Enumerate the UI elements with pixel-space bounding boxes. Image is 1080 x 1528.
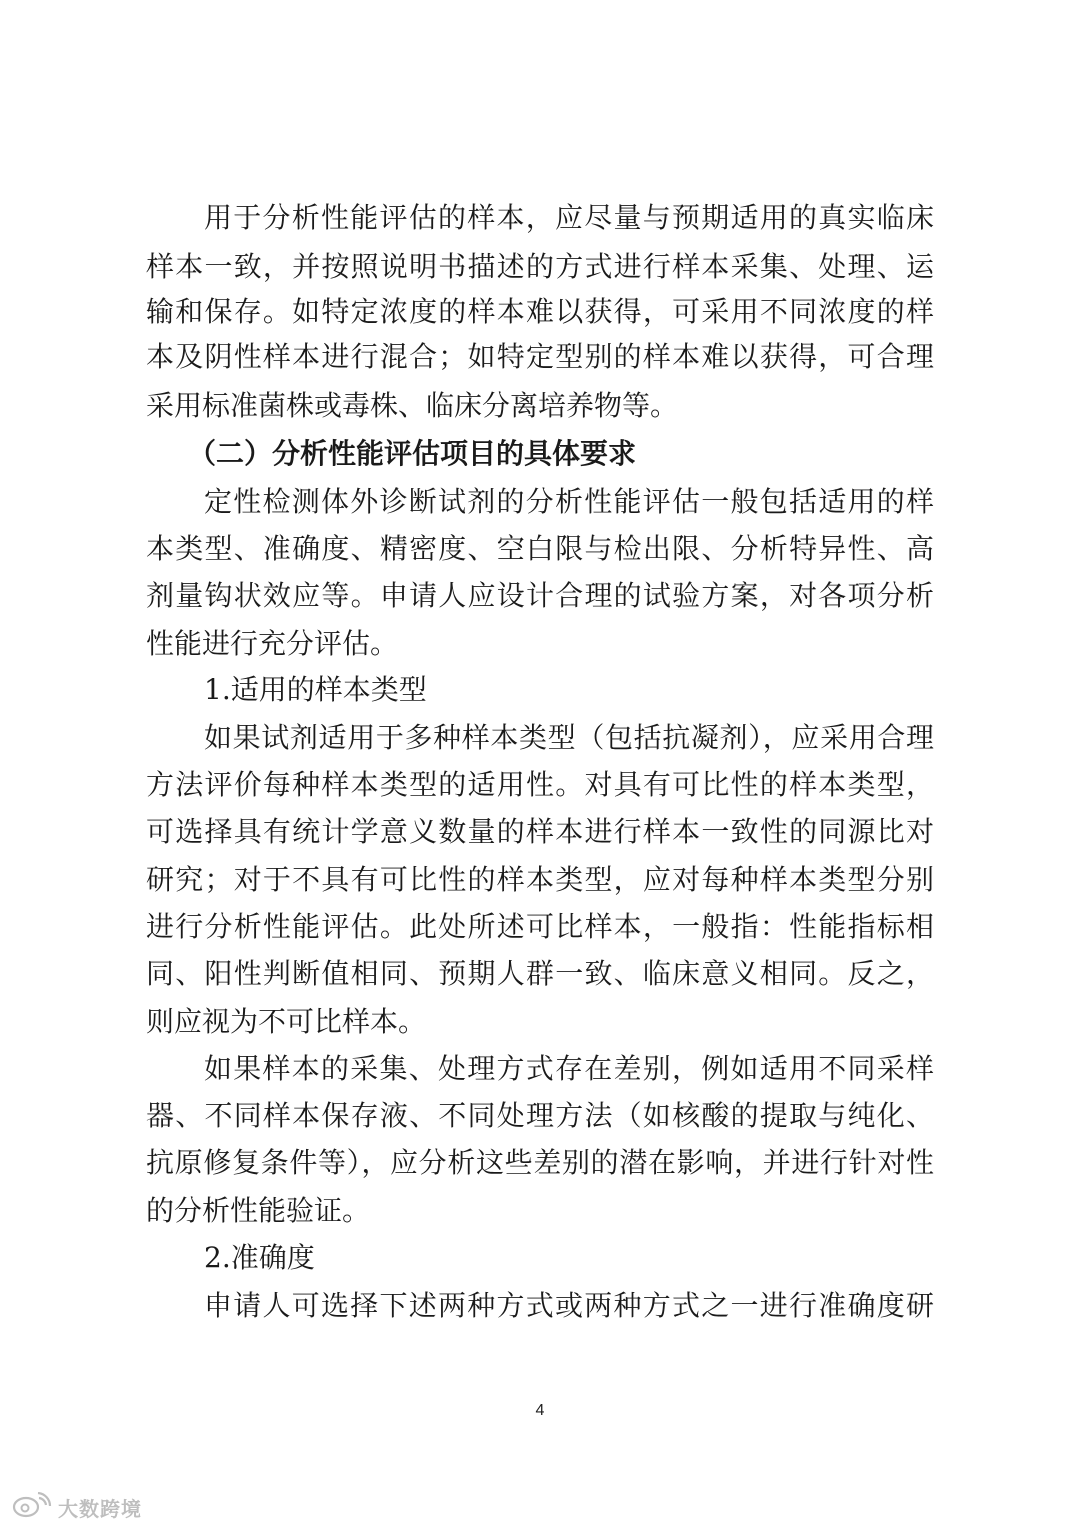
paragraph-line: 本类型、准确度、精密度、空白限与检出限、分析特异性、高 bbox=[146, 532, 934, 565]
page-number: 4 bbox=[535, 1402, 545, 1419]
subsection-heading: 1.适用的样本类型 bbox=[204, 673, 427, 706]
paragraph-line: 申请人可选择下述两种方式或两种方式之一进行准确度研 bbox=[204, 1289, 934, 1322]
paragraph-line: 如果样本的采集、处理方式存在差别，例如适用不同采样 bbox=[204, 1052, 934, 1085]
weibo-logo-icon bbox=[12, 1492, 52, 1522]
paragraph-line: 本及阴性样本进行混合；如特定型别的样本难以获得，可合理 bbox=[146, 340, 934, 373]
paragraph-line: 研究；对于不具有可比性的样本类型，应对每种样本类型分别 bbox=[146, 863, 934, 896]
paragraph-line: 输和保存。如特定浓度的样本难以获得，可采用不同浓度的样 bbox=[146, 295, 934, 328]
paragraph-line: 则应视为不可比样本。 bbox=[146, 1005, 427, 1038]
subsection-heading: 2.准确度 bbox=[204, 1241, 315, 1274]
paragraph-line: 采用标准菌株或毒株、临床分离培养物等。 bbox=[146, 389, 679, 422]
paragraph-line: 定性检测体外诊断试剂的分析性能评估一般包括适用的样 bbox=[204, 485, 934, 518]
paragraph-line: 样本一致，并按照说明书描述的方式进行样本采集、处理、运 bbox=[146, 250, 934, 283]
paragraph-line: 方法评价每种样本类型的适用性。对具有可比性的样本类型， bbox=[146, 768, 934, 801]
paragraph-line: 剂量钩状效应等。申请人应设计合理的试验方案，对各项分析 bbox=[146, 579, 934, 612]
paragraph-line: 器、不同样本保存液、不同处理方法（如核酸的提取与纯化、 bbox=[146, 1099, 934, 1132]
paragraph-line: 用于分析性能评估的样本，应尽量与预期适用的真实临床 bbox=[204, 201, 934, 234]
section-heading: （二）分析性能评估项目的具体要求 bbox=[188, 437, 637, 470]
paragraph-line: 可选择具有统计学意义数量的样本进行样本一致性的同源比对 bbox=[146, 815, 934, 848]
watermark bbox=[12, 1493, 142, 1521]
paragraph-line: 的分析性能验证。 bbox=[146, 1194, 371, 1227]
paragraph-line: 如果试剂适用于多种样本类型（包括抗凝剂），应采用合理 bbox=[204, 721, 934, 754]
paragraph-line: 性能进行充分评估。 bbox=[146, 627, 399, 660]
paragraph-line: 进行分析性能评估。此处所述可比样本，一般指：性能指标相 bbox=[146, 910, 934, 943]
watermark-text: 大数跨境 bbox=[58, 1496, 142, 1521]
paragraph-line: 抗原修复条件等），应分析这些差别的潜在影响，并进行针对性 bbox=[146, 1146, 934, 1179]
paragraph-line: 同、阳性判断值相同、预期人群一致、临床意义相同。反之， bbox=[146, 957, 934, 990]
